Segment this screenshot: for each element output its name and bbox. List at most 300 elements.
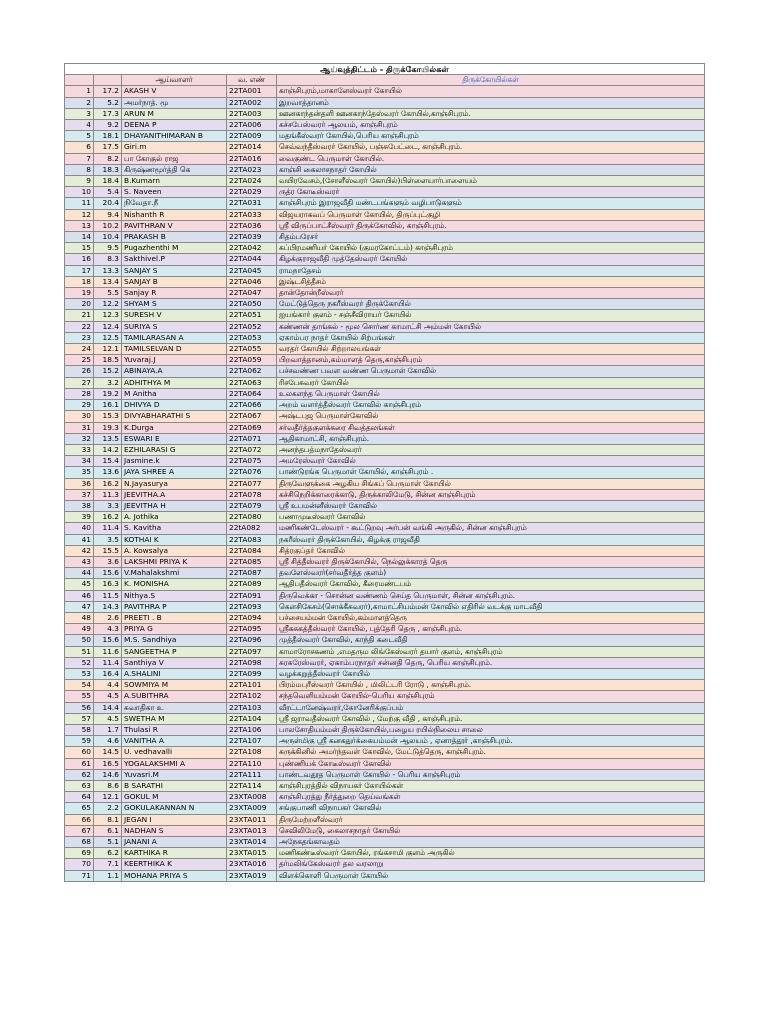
serial-cell: 59 — [65, 736, 94, 747]
reg-no-cell: 22TA085 — [227, 556, 277, 567]
temple-cell: ஸ்ரீ உபமன்னீஸ்வரர் கோவில் — [277, 500, 705, 511]
serial-cell: 40 — [65, 523, 94, 534]
table-row — [65, 523, 705, 534]
temple-cell: கிழக்குராஜவீதி முத்தேஸ்வரர் கோயில் — [277, 254, 705, 265]
researcher-cell: Santhiya V — [122, 657, 227, 668]
reg-no-cell: 23XTA019 — [227, 870, 277, 881]
temple-cell: சித்ரகுப்தர் கோவில் — [277, 545, 705, 556]
temple-cell: இஷ்டசித்தீசம் — [277, 276, 705, 287]
serial-cell: 68 — [65, 837, 94, 848]
researcher-cell: Thulasi R — [122, 724, 227, 735]
temple-cell: கௌசிகேசம்(சொக்கீசுவரர்),காமாட்சியம்மன் கோவில் எதிரில் வடக்கு மாடவீதி — [277, 601, 705, 612]
table-row — [65, 601, 705, 612]
serial-cell: 18 — [65, 276, 94, 287]
temple-cell: பிரம்மபுரீஸ்வரர் கோயில் , மிலிட்டரி ரோடு , காஞ்சிபுரம். — [277, 680, 705, 691]
code-cell: 11.6 — [94, 646, 122, 657]
serial-cell: 8 — [65, 164, 94, 175]
header-reg-no: வ. எண் — [227, 75, 277, 86]
table-row — [65, 724, 705, 735]
header-temples: திருக்கோயில்கள் — [277, 75, 705, 86]
code-cell: 16.2 — [94, 512, 122, 523]
reg-no-cell: 22TA033 — [227, 209, 277, 220]
table-row — [65, 243, 705, 254]
code-cell: 6.2 — [94, 848, 122, 859]
reg-no-cell: 22TA046 — [227, 276, 277, 287]
serial-cell: 5 — [65, 131, 94, 142]
serial-cell: 44 — [65, 568, 94, 579]
table-row — [65, 837, 705, 848]
table-row — [65, 859, 705, 870]
temple-cell: சர்வதீர்த்தகுளக்கரை சிவத்தலங்கள் — [277, 422, 705, 433]
reg-no-cell: 22TA078 — [227, 489, 277, 500]
reg-no-cell: 22TA106 — [227, 724, 277, 735]
table-row — [65, 176, 705, 187]
researcher-cell: DEENA P — [122, 120, 227, 131]
table-row — [65, 456, 705, 467]
researcher-cell: SANJAY S — [122, 265, 227, 276]
table-row — [65, 276, 705, 287]
serial-cell: 71 — [65, 870, 94, 881]
code-cell: 1.1 — [94, 870, 122, 881]
reg-no-cell: 23XTA014 — [227, 837, 277, 848]
serial-cell: 41 — [65, 534, 94, 545]
researcher-cell: PRAKASH B — [122, 232, 227, 243]
temple-cell: பாண்டுரங்க பெருமாள் கோயில், காஞ்சிபுரம் . — [277, 467, 705, 478]
researcher-cell: PRIYA G — [122, 624, 227, 635]
reg-no-cell: 22TA014 — [227, 142, 277, 153]
temple-cell: ஆதிகாமாட்சி, காஞ்சிபுரம். — [277, 433, 705, 444]
reg-no-cell: 22TA003 — [227, 108, 277, 119]
table-row — [65, 332, 705, 343]
researcher-cell: A.SHALINI — [122, 668, 227, 679]
serial-cell: 42 — [65, 545, 94, 556]
serial-cell: 2 — [65, 97, 94, 108]
temple-cell: வைகுண்ட பெருமாள் கோயில். — [277, 153, 705, 164]
serial-cell: 69 — [65, 848, 94, 859]
serial-cell: 38 — [65, 500, 94, 511]
code-cell: 11.4 — [94, 657, 122, 668]
table-row — [65, 489, 705, 500]
serial-cell: 24 — [65, 344, 94, 355]
researcher-cell: DIVYABHARATHI S — [122, 411, 227, 422]
temple-cell: வழக்கறுத்தீஸ்வரர் கோயில் — [277, 668, 705, 679]
serial-cell: 37 — [65, 489, 94, 500]
table-row — [65, 792, 705, 803]
temple-cell: அநேகதங்காவதம் — [277, 837, 705, 848]
serial-cell: 32 — [65, 433, 94, 444]
reg-no-cell: 22TA103 — [227, 702, 277, 713]
researcher-cell: A.SUBITHRA — [122, 691, 227, 702]
reg-no-cell: 22TA066 — [227, 400, 277, 411]
serial-cell: 60 — [65, 747, 94, 758]
temple-cell: உலகளந்த பெருமாள் கோயில் — [277, 388, 705, 399]
temple-cell: திருமேற்றளீஸ்வரர் — [277, 814, 705, 825]
table-row — [65, 377, 705, 388]
code-cell: 5.1 — [94, 837, 122, 848]
researcher-cell: U. vedhavalli — [122, 747, 227, 758]
reg-no-cell: 22TA059 — [227, 355, 277, 366]
reg-no-cell: 22TA064 — [227, 388, 277, 399]
code-cell: 20.4 — [94, 198, 122, 209]
code-cell: 9.5 — [94, 243, 122, 254]
reg-no-cell: 22TA024 — [227, 176, 277, 187]
reg-no-cell: 22TA044 — [227, 254, 277, 265]
table-row — [65, 288, 705, 299]
researcher-cell: JEEVITHA.A — [122, 489, 227, 500]
researcher-cell: TAMILSELVAN D — [122, 344, 227, 355]
temple-cell: பாண்டவதூத பெருமாள் கோயில் - பெரிய காஞ்சிபுரம் — [277, 769, 705, 780]
researcher-cell: JAYA SHREE A — [122, 467, 227, 478]
researcher-cell: NADHAN S — [122, 825, 227, 836]
temple-cell: ஆதிபதீஸ்வரர் கோவில், கீரைமண்டபம் — [277, 579, 705, 590]
code-cell: 18.1 — [94, 131, 122, 142]
table-row — [65, 825, 705, 836]
temple-cell: ஏகாம்பர நாதர் கோயில் சிற்பங்கள் — [277, 332, 705, 343]
researcher-cell: Giri.m — [122, 142, 227, 153]
serial-cell: 13 — [65, 220, 94, 231]
serial-cell: 27 — [65, 377, 94, 388]
table-row — [65, 747, 705, 758]
table-row — [65, 108, 705, 119]
serial-cell: 65 — [65, 803, 94, 814]
serial-cell: 66 — [65, 814, 94, 825]
temple-cell: செவ்வந்தீஸ்வரர் கோயில், பஞ்சுபேட்டை, காஞ்சிபுரம். — [277, 142, 705, 153]
serial-cell: 20 — [65, 299, 94, 310]
reg-no-cell: 22TA042 — [227, 243, 277, 254]
reg-no-cell: 22TA006 — [227, 120, 277, 131]
researcher-cell: SURIYA S — [122, 321, 227, 332]
code-cell: 5.5 — [94, 288, 122, 299]
table-row — [65, 187, 705, 198]
temple-cell: ஊனகாந்தன்தளி ஊனகாந்தேஸ்வரர் கோயில்,காஞ்சிபுரம். — [277, 108, 705, 119]
serial-cell: 29 — [65, 400, 94, 411]
researcher-cell: AKASH V — [122, 86, 227, 97]
serial-cell: 47 — [65, 601, 94, 612]
temple-cell: சுரகரேஸ்வரர், ஏகாம்பரநாதர் சன்னதி தெரு, பெரிய காஞ்சிபுரம். — [277, 657, 705, 668]
table-row — [65, 758, 705, 769]
serial-cell: 6 — [65, 142, 94, 153]
table-row — [65, 153, 705, 164]
reg-no-cell: 22TA047 — [227, 288, 277, 299]
table-row — [65, 120, 705, 131]
researcher-cell: Pugazhenthi M — [122, 243, 227, 254]
code-cell: 4.5 — [94, 691, 122, 702]
serial-cell: 11 — [65, 198, 94, 209]
reg-no-cell: 22TA077 — [227, 478, 277, 489]
serial-cell: 57 — [65, 713, 94, 724]
table-header-row — [65, 75, 705, 86]
reg-no-cell: 22TA101 — [227, 680, 277, 691]
table-row — [65, 388, 705, 399]
researcher-cell: நிவேதா.நீ — [122, 198, 227, 209]
code-cell: 12.1 — [94, 344, 122, 355]
researcher-cell: Nishanth R — [122, 209, 227, 220]
reg-no-cell: 22TA002 — [227, 97, 277, 108]
code-cell: 17.5 — [94, 142, 122, 153]
temple-cell: கச்சபேஸ்வரர் ஆலயம், காஞ்சிபுரம் — [277, 120, 705, 131]
code-cell: 6.1 — [94, 825, 122, 836]
temple-study-table — [64, 63, 705, 882]
serial-cell: 46 — [65, 590, 94, 601]
table-row — [65, 534, 705, 545]
table-row — [65, 769, 705, 780]
temple-cell: காஞ்சிபுரம்,மாகாளேஸ்வரர் கோயில் — [277, 86, 705, 97]
table-row — [65, 612, 705, 623]
header-code — [94, 75, 122, 86]
researcher-cell: N.Jayasurya — [122, 478, 227, 489]
temple-cell: அமரேஸ்வரர் கோவில் — [277, 456, 705, 467]
reg-no-cell: 23XTA015 — [227, 848, 277, 859]
code-cell: 18.3 — [94, 164, 122, 175]
serial-cell: 62 — [65, 769, 94, 780]
table-row — [65, 713, 705, 724]
table-row — [65, 545, 705, 556]
code-cell: 9.4 — [94, 209, 122, 220]
code-cell: 3.6 — [94, 556, 122, 567]
code-cell: 11.5 — [94, 590, 122, 601]
researcher-cell: Sanjay R — [122, 288, 227, 299]
reg-no-cell: 22TA072 — [227, 444, 277, 455]
temple-cell: பச்சவண்ண பவள வண்ண பெருமாள் கோவில் — [277, 366, 705, 377]
reg-no-cell: 22TA104 — [227, 713, 277, 724]
researcher-cell: MOHANA PRIYA S — [122, 870, 227, 881]
researcher-cell: KEERTHIKA K — [122, 859, 227, 870]
code-cell: 16.2 — [94, 478, 122, 489]
researcher-cell: கிருஷ்ணமூர்த்தி கெ — [122, 164, 227, 175]
serial-cell: 17 — [65, 265, 94, 276]
researcher-cell: M.S. Sandhiya — [122, 635, 227, 646]
table-row — [65, 736, 705, 747]
researcher-cell: KARTHIKA R — [122, 848, 227, 859]
temple-cell: அருள்மிகு ஸ்ரீ கனகதுர்க்கையம்மன் ஆலயம் , ஏனாத்தூர் ,காஞ்சிபுரம். — [277, 736, 705, 747]
code-cell: 15.3 — [94, 411, 122, 422]
temple-cell: செவிலிமேடு, கைலாசநாதர் கோயில் — [277, 825, 705, 836]
researcher-cell: JEGAN I — [122, 814, 227, 825]
serial-cell: 23 — [65, 332, 94, 343]
code-cell: 12.5 — [94, 332, 122, 343]
code-cell: 15.2 — [94, 366, 122, 377]
serial-cell: 51 — [65, 646, 94, 657]
researcher-cell: K.Durga — [122, 422, 227, 433]
researcher-cell: KOTHAI K — [122, 534, 227, 545]
researcher-cell: பா கோகுல் ராஜ — [122, 153, 227, 164]
code-cell: 4.3 — [94, 624, 122, 635]
serial-cell: 39 — [65, 512, 94, 523]
researcher-cell: M Anitha — [122, 388, 227, 399]
reg-no-cell: 23XTA008 — [227, 792, 277, 803]
researcher-cell: Jasmine.k — [122, 456, 227, 467]
temple-cell: விஜயராகவப் பெருமாள் கோயில், திருப்புட்குழி — [277, 209, 705, 220]
temple-cell: அஷ்டபுஜ பெருமாள்கோவில் — [277, 411, 705, 422]
code-cell: 12.4 — [94, 321, 122, 332]
code-cell: 10.2 — [94, 220, 122, 231]
researcher-cell: LAKSHMI PRIYA K — [122, 556, 227, 567]
reg-no-cell: 22TA075 — [227, 456, 277, 467]
code-cell: 3.5 — [94, 534, 122, 545]
reg-no-cell: 22TA039 — [227, 232, 277, 243]
reg-no-cell: 22TA009 — [227, 131, 277, 142]
researcher-cell: Nithya.S — [122, 590, 227, 601]
temple-cell: காஞ்சிபுரத்து நீர்த்துறை தெய்வங்கள் — [277, 792, 705, 803]
temple-cell: பாலசோதியம்மன் திருக்கோயில்,பழைய ரயில்நிலைய சாலை — [277, 724, 705, 735]
temple-cell: மணிகண்டேஸ்வரர் - கூட்டுறவு அர்பன் வங்கி அருகில், சின்ன காஞ்சிபுரம் — [277, 523, 705, 534]
table-row — [65, 164, 705, 175]
code-cell: 17.3 — [94, 108, 122, 119]
code-cell: 15.4 — [94, 456, 122, 467]
reg-no-cell: 22TA114 — [227, 781, 277, 792]
table-row — [65, 848, 705, 859]
reg-no-cell: 22TA036 — [227, 220, 277, 231]
researcher-cell: DHIVYA D — [122, 400, 227, 411]
serial-cell: 16 — [65, 254, 94, 265]
table-row — [65, 478, 705, 489]
researcher-cell: DHAYANITHIMARAN B — [122, 131, 227, 142]
serial-cell: 55 — [65, 691, 94, 702]
code-cell: 2.2 — [94, 803, 122, 814]
table-row — [65, 131, 705, 142]
temple-cell: பணாமுடீஸ்வரர் கோவில் — [277, 512, 705, 523]
code-cell: 9.2 — [94, 120, 122, 131]
serial-cell: 3 — [65, 108, 94, 119]
reg-no-cell: 22TA089 — [227, 579, 277, 590]
reg-no-cell: 22TA108 — [227, 747, 277, 758]
temple-cell: பிறவாத்தானம்,கம்மாளத் தெரு,காஞ்சிபுரம் — [277, 355, 705, 366]
table-row — [65, 265, 705, 276]
code-cell: 13.5 — [94, 433, 122, 444]
temple-cell: சந்தவெளியம்மன் கோயில்-பெரிய காஞ்சிபுரம் — [277, 691, 705, 702]
researcher-cell: JEEVITHA H — [122, 500, 227, 511]
reg-no-cell: 22TA045 — [227, 265, 277, 276]
serial-cell: 28 — [65, 388, 94, 399]
reg-no-cell: 23XTA009 — [227, 803, 277, 814]
temple-cell: காமாரோசகணம் ,எமதரும லிங்கேஸ்வரர் தயார் குளம், காஞ்சிபுரம் — [277, 646, 705, 657]
researcher-cell: SANGEETHA P — [122, 646, 227, 657]
temple-cell: அனந்தபத்மநாதேஸ்வரர் — [277, 444, 705, 455]
researcher-cell: Sakthivel.P — [122, 254, 227, 265]
reg-no-cell: 23XTA016 — [227, 859, 277, 870]
code-cell: 7.1 — [94, 859, 122, 870]
table-row — [65, 86, 705, 97]
reg-no-cell: 22TA095 — [227, 624, 277, 635]
reg-no-cell: 22TA111 — [227, 769, 277, 780]
reg-no-cell: 22TA083 — [227, 534, 277, 545]
table-title-row — [65, 64, 705, 75]
code-cell: 18.4 — [94, 176, 122, 187]
reg-no-cell: 22TA080 — [227, 512, 277, 523]
temple-cell: கண்ணன் தாங்கல் - மூல சொர்ண காமாட்சி அம்மன் கோயில் — [277, 321, 705, 332]
reg-no-cell: 22TA062 — [227, 366, 277, 377]
reg-no-cell: 22TA067 — [227, 411, 277, 422]
temple-cell: ஐயங்கார் குளம் - சஞ்சீவிராயர் கோயில் — [277, 310, 705, 321]
reg-no-cell: 22TA076 — [227, 467, 277, 478]
code-cell: 12.2 — [94, 299, 122, 310]
serial-cell: 26 — [65, 366, 94, 377]
code-cell: 14.4 — [94, 702, 122, 713]
researcher-cell: ADHITHYA M — [122, 377, 227, 388]
serial-cell: 54 — [65, 680, 94, 691]
researcher-cell: ESWARI E — [122, 433, 227, 444]
code-cell: 4.6 — [94, 736, 122, 747]
table-row — [65, 467, 705, 478]
table-row — [65, 500, 705, 511]
researcher-cell: S. Naveen — [122, 187, 227, 198]
table-row — [65, 781, 705, 792]
code-cell: 8.3 — [94, 254, 122, 265]
code-cell: 3.2 — [94, 377, 122, 388]
code-cell: 17.2 — [94, 86, 122, 97]
researcher-cell: SURESH V — [122, 310, 227, 321]
reg-no-cell: 22TA087 — [227, 568, 277, 579]
temple-cell: மேட்டுத்தெரு நகரீஸ்வரர் திருக்கோயில் — [277, 299, 705, 310]
researcher-cell: PREETI . B — [122, 612, 227, 623]
serial-cell: 36 — [65, 478, 94, 489]
serial-cell: 70 — [65, 859, 94, 870]
serial-cell: 19 — [65, 288, 94, 299]
code-cell: 14.3 — [94, 601, 122, 612]
serial-cell: 10 — [65, 187, 94, 198]
table-row — [65, 556, 705, 567]
serial-cell: 14 — [65, 232, 94, 243]
researcher-cell: ARUN M — [122, 108, 227, 119]
table-row — [65, 512, 705, 523]
serial-cell: 1 — [65, 86, 94, 97]
temple-cell: அறம் வளர்த்தீஸ்வரர் கோவில் காஞ்சிபுரம் — [277, 400, 705, 411]
reg-no-cell: 22TA084 — [227, 545, 277, 556]
code-cell: 13.3 — [94, 265, 122, 276]
researcher-cell: EZHILARASI G — [122, 444, 227, 455]
researcher-cell: Yuvaraj.J — [122, 355, 227, 366]
code-cell: 12.3 — [94, 310, 122, 321]
researcher-cell: SOWMIYA M — [122, 680, 227, 691]
serial-cell: 15 — [65, 243, 94, 254]
serial-cell: 49 — [65, 624, 94, 635]
temple-cell: ஸ்ரீகசுகத்தீஸ்வரர் கோயில், புத்தேரி தெரு , காஞ்சிபுரம். — [277, 624, 705, 635]
code-cell: 8.6 — [94, 781, 122, 792]
code-cell: 16.3 — [94, 579, 122, 590]
header-serial — [65, 75, 94, 86]
temple-cell: முத்தீஸ்வரர் கோவில், காந்தி கடைவீதி — [277, 635, 705, 646]
temple-cell: இறவாத்தானம் — [277, 97, 705, 108]
table-row — [65, 646, 705, 657]
researcher-cell: B.Kumarn — [122, 176, 227, 187]
code-cell: 8.1 — [94, 814, 122, 825]
serial-cell: 21 — [65, 310, 94, 321]
reg-no-cell: 22tA082 — [227, 523, 277, 534]
temple-cell: சுப்பிரமணியர் கோயில் (குமரகோட்டம்) காஞ்சிபுரம் — [277, 243, 705, 254]
reg-no-cell: 22TA093 — [227, 601, 277, 612]
table-row — [65, 411, 705, 422]
reg-no-cell: 22TA098 — [227, 657, 277, 668]
serial-cell: 64 — [65, 792, 94, 803]
table-row — [65, 433, 705, 444]
table-row — [65, 444, 705, 455]
code-cell: 16.4 — [94, 668, 122, 679]
code-cell: 19.3 — [94, 422, 122, 433]
table-row — [65, 635, 705, 646]
researcher-cell: GOKUL M — [122, 792, 227, 803]
researcher-cell: அமர்நாத். மூ — [122, 97, 227, 108]
serial-cell: 12 — [65, 209, 94, 220]
code-cell: 2.6 — [94, 612, 122, 623]
table-row — [65, 624, 705, 635]
reg-no-cell: 22TA099 — [227, 668, 277, 679]
code-cell: 4.5 — [94, 713, 122, 724]
serial-cell: 35 — [65, 467, 94, 478]
table-title: ஆய்வுத்திட்டம் - திருக்கோயில்கள் — [65, 64, 705, 75]
code-cell: 14.2 — [94, 444, 122, 455]
reg-no-cell: 22TA053 — [227, 332, 277, 343]
researcher-cell: SWETHA M — [122, 713, 227, 724]
